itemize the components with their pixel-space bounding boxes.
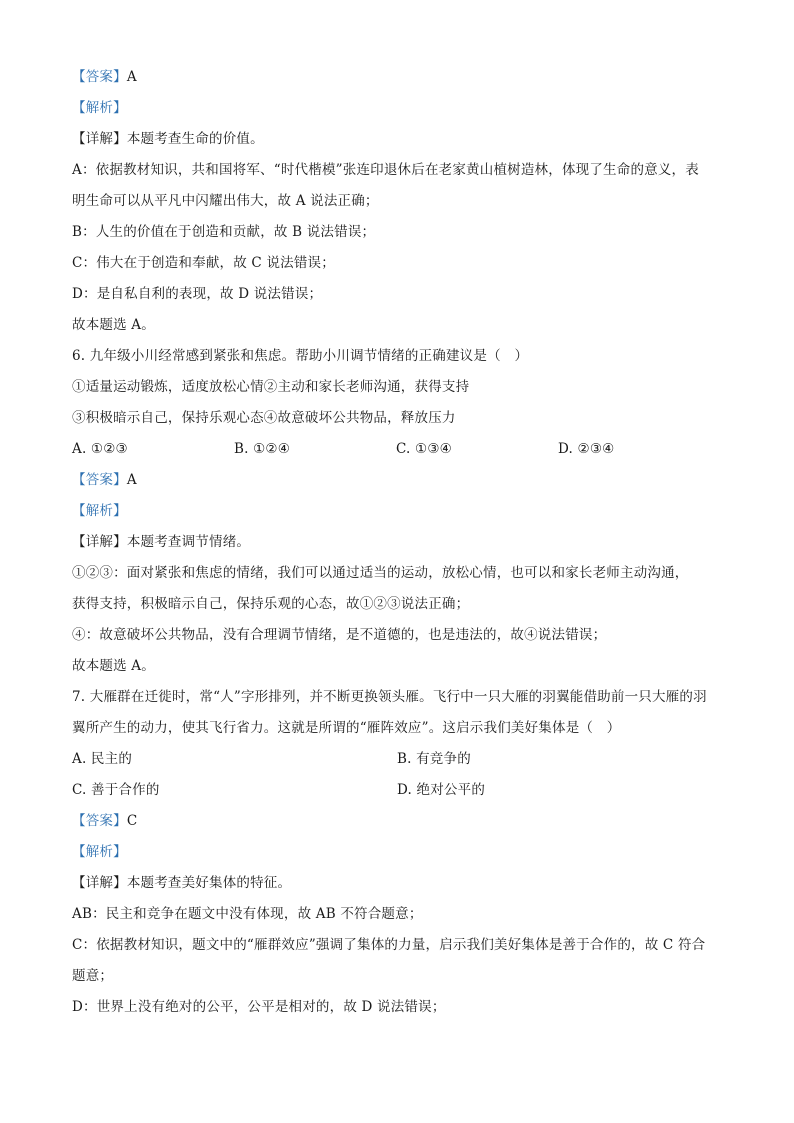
- q7-answer-tag: 【答案】: [72, 813, 127, 829]
- q6-analysis-tag-line: [72, 496, 722, 527]
- q6-stem: 6. 九年级小川经常感到紧张和焦虑。帮助小川调节情绪的正确建议是（ ）: [72, 348, 529, 364]
- q6-option-d: D. ②③④: [558, 441, 615, 457]
- q5-conclusion-line: 故本题选 A。: [72, 317, 155, 333]
- q7-explanation-line: C：依据教材知识，题文中的“雁群效应”强调了集体的力量，启示我们美好集体是善于合作的，故 C 符合: [72, 937, 706, 953]
- q7-stem: 翼所产生的动力，使其飞行省力。这就是所谓的“雁阵效应”。这启示我们美好集体是（ ）: [72, 720, 621, 736]
- q5-explanation-line: B：人生的价值在于创造和贡献，故 B 说法错误；: [72, 224, 376, 240]
- q5-answer-line: [72, 62, 722, 93]
- q7-explanation-line: 题意；: [72, 968, 114, 984]
- q5-detail-tag: 【详解】: [72, 131, 127, 147]
- q6-options: [72, 434, 722, 465]
- q7-option-d: D. 绝对公平的: [397, 782, 486, 798]
- q7-option-b: B. 有竞争的: [397, 751, 471, 767]
- q6-analysis-tag: 【解析】: [72, 503, 127, 519]
- q6-statement: ③积极暗示自己，保持乐观心态④故意破坏公共物品，释放压力: [72, 410, 456, 426]
- q6-answer-value: A: [126, 472, 137, 488]
- q6-explanation-line: 获得支持，积极暗示自己，保持乐观的心态，故①②③说法正确；: [72, 596, 470, 612]
- q5-explanation-line: D：是自私自利的表现，故 D 说法错误；: [72, 286, 323, 302]
- q7-options-row-2: [72, 775, 722, 806]
- q7-detail-tag: 【详解】: [72, 875, 127, 891]
- q6-detail-text: 本题考查调节情绪。: [126, 534, 251, 550]
- q7-option-c: C. 善于合作的: [72, 782, 160, 798]
- q7-answer-value: C: [126, 813, 138, 829]
- q7-analysis-tag: 【解析】: [72, 844, 127, 860]
- q5-analysis-tag-line: [72, 93, 722, 124]
- q5-analysis-tag: 【解析】: [72, 100, 127, 116]
- q7-stem: 7. 大雁群在迁徙时，常“人”字形排列，并不断更换领头雁。飞行中一只大雁的羽翼能借助前一只大雁的羽: [72, 689, 707, 705]
- q7-explanation-line: D：世界上没有绝对的公平，公平是相对的，故 D 说法错误；: [72, 999, 446, 1015]
- q6-option-a: A. ①②③: [72, 441, 128, 457]
- q5-answer-tag: 【答案】: [72, 69, 127, 85]
- q5-explanation-line: C：伟大在于创造和奉献，故 C 说法错误；: [72, 255, 335, 271]
- q6-explanation-line: ①②③：面对紧张和焦虑的情绪，我们可以通过适当的运动，放松心情，也可以和家长老师主动沟通，: [72, 565, 689, 581]
- q6-statement: ①适量运动锻炼，适度放松心情②主动和家长老师沟通，获得支持: [72, 379, 470, 395]
- q7-detail-text: 本题考查美好集体的特征。: [126, 875, 292, 891]
- q7-options-row-1: [72, 744, 722, 775]
- q6-answer-line: [72, 465, 722, 496]
- q5-detail-line: [72, 124, 722, 155]
- q6-detail-line: [72, 527, 722, 558]
- q5-explanation-line: A：依据教材知识，共和国将军、“时代楷模”张连印退休后在老家黄山植树造林，体现了生命的意义，表: [72, 162, 699, 178]
- q6-conclusion-line: 故本题选 A。: [72, 658, 155, 674]
- q7-detail-line: [72, 868, 722, 899]
- q6-explanation-line: ④：故意破坏公共物品，没有合理调节情绪，是不道德的，也是违法的，故④说法错误；: [72, 627, 607, 643]
- q5-detail-text: 本题考查生命的价值。: [126, 131, 264, 147]
- q6-answer-tag: 【答案】: [72, 472, 127, 488]
- q6-option-b: B. ①②④: [234, 441, 291, 457]
- q6-detail-tag: 【详解】: [72, 534, 127, 550]
- q7-analysis-tag-line: [72, 837, 722, 868]
- q5-answer-value: A: [126, 69, 137, 85]
- q6-option-c: C. ①③④: [396, 441, 452, 457]
- document-page: [72, 62, 722, 1023]
- q7-option-a: A. 民主的: [72, 751, 133, 767]
- q7-answer-line: [72, 806, 722, 837]
- q5-explanation-line: 明生命可以从平凡中闪耀出伟大，故 A 说法正确；: [72, 193, 379, 209]
- q7-explanation-line: AB：民主和竞争在题文中没有体现，故 AB 不符合题意；: [72, 906, 423, 922]
